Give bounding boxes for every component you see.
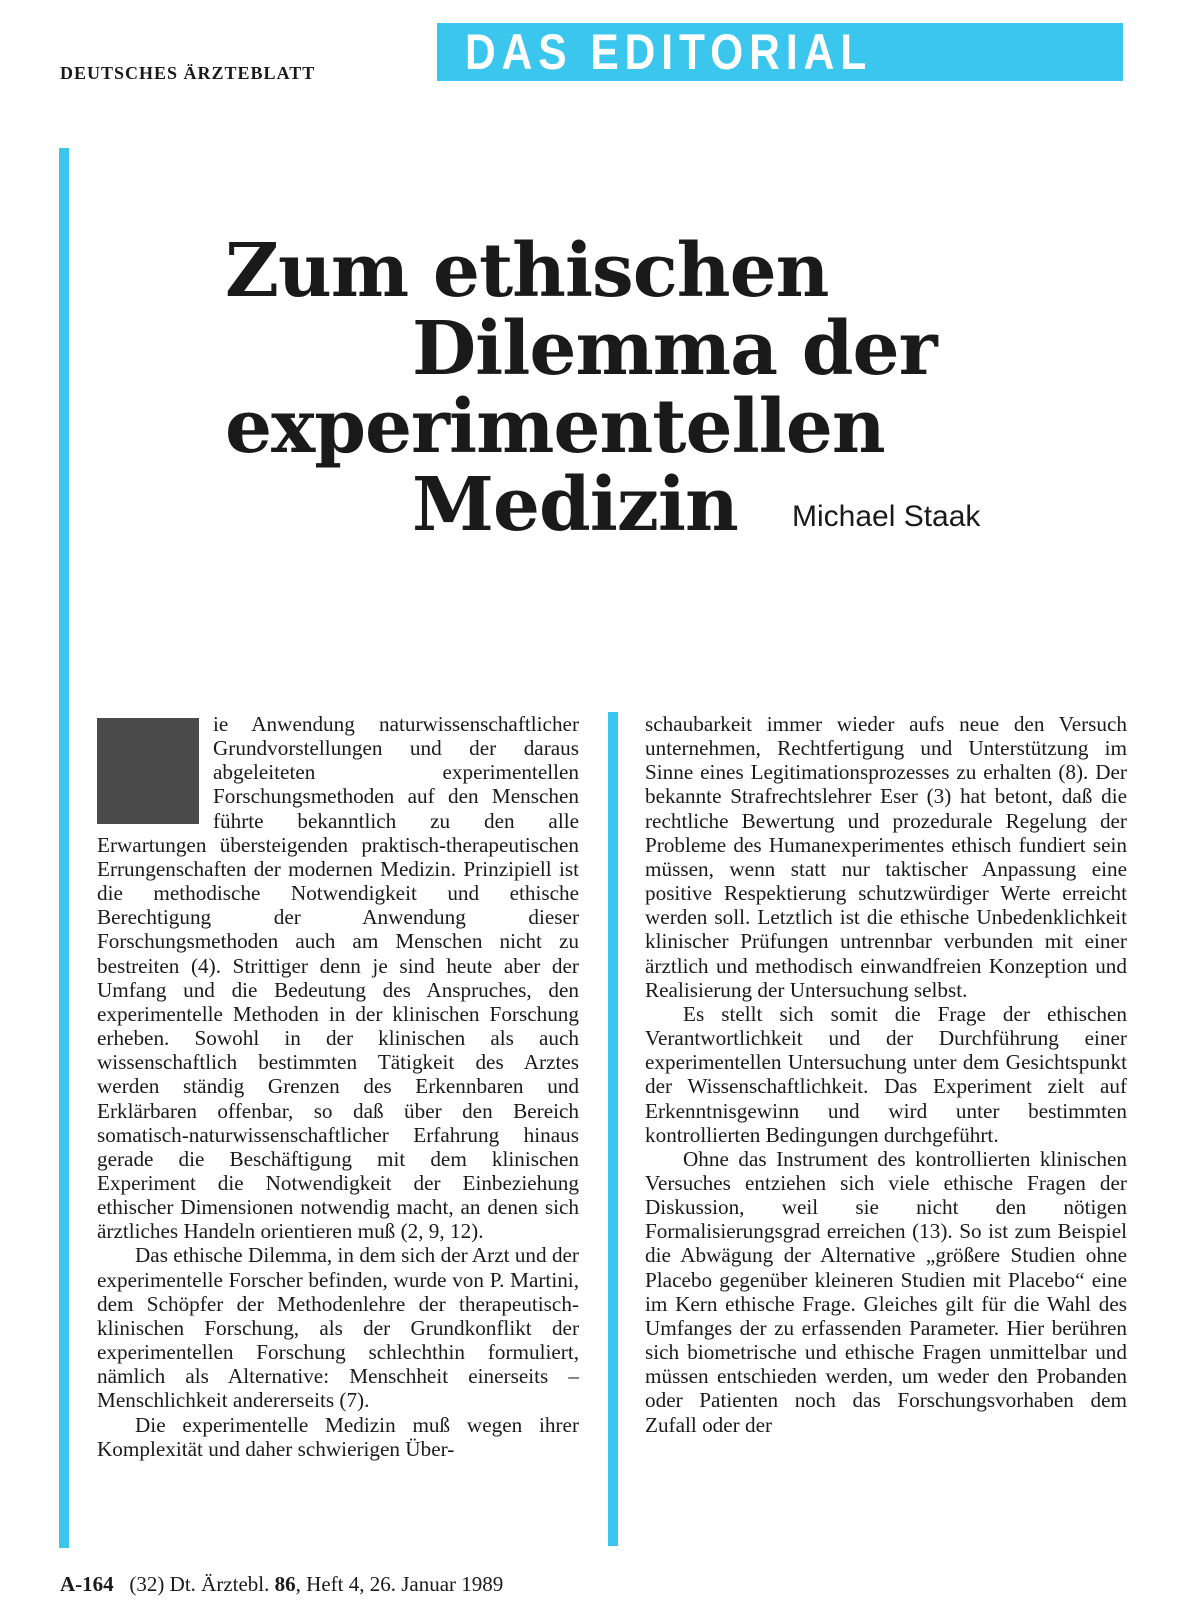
accent-bar-column-divider [608, 712, 618, 1546]
page-number: (32) [129, 1572, 165, 1596]
paragraph: Das ethische Dilemma, in dem sich der Arzt und der experimentelle Forscher befinden, wurde von P. Martini, dem Schöpfer der Methodenlehre der therapeutisch-klinischen Forschung, als der Grundkonflikt der experimentellen Forschung schlechthin formuliert, nämlich als Alternative: Menschheit einerseits – Menschlichkeit andererseits (7). [97, 1243, 579, 1413]
masthead: DEUTSCHES ÄRZTEBLATT [60, 63, 316, 83]
paragraph: ie Anwendung naturwissenschaftlicher Grundvorstellungen und der daraus abgeleiteten experimentellen Forschungsmethoden auf den Menschen führte bekanntlich zu den alle Erwartungen übersteigenden praktisch-therapeutischen Errungenschaften der modernen Medizin. Prinzipiell ist die methodische Notwendigkeit und ethische Berechtigung der Anwendung dieser Forschungsmethoden auch am Menschen nicht zu bestreiten (4). Strittiger denn je sind heute aber der Umfang und die Bedeutung des Anspruches, den experimentelle Methoden in der klinischen Forschung erheben. Sowohl in der klinischen als auch wissenschaftlich bestimmten Tätigkeit des Arztes werden ständig Grenzen des Erkennbaren und Erklärbaren offenbar, so daß über den Bereich somatisch-naturwissenschaftlicher Erfahrung hinaus gerade die Beschäftigung mit dem klinischen Experiment die Notwendigkeit der Einbeziehung ethischer Dimensionen notwendig macht, an denen sich ärztliches Handeln orientieren muß (2, 9, 12). [97, 712, 579, 1244]
article-column-1 [97, 712, 579, 1461]
journal-issue: , Heft 4, 26. Januar 1989 [295, 1572, 504, 1596]
journal-name: Dt. Ärztebl. [169, 1572, 270, 1596]
title-line-3: experimentellen [225, 384, 885, 470]
section-label: DAS EDITORIAL [465, 24, 873, 80]
title-line-1: Zum ethischen [225, 228, 829, 314]
dropcap: D [97, 718, 199, 824]
section-banner [437, 23, 1123, 81]
paragraph: schaubarkeit immer wieder aufs neue den Versuch unternehmen, Rechtfertigung und Unterstützung im Sinne eines Legitimationsprozesses zu erhalten (8). Der bekannte Strafrechtslehrer Eser (3) hat betont, daß die rechtliche Bewertung und prozedurale Regelung der Probleme des Humanexperimentes ethisch fundiert sein müssen, wenn statt nur taktischer Anpassung eine positive Respektierung schutzwürdiger Werte erreicht werden soll. Letztlich ist die ethische Unbedenklichkeit klinischer Prüfungen untrennbar verbunden mit einer ärztlich und methodisch einwandfreien Konzeption und Realisierung der Untersuchung selbst. [645, 712, 1127, 1002]
author-byline: Michael Staak [792, 500, 981, 533]
paragraph: Die experimentelle Medizin muß wegen ihrer Komplexität und daher schwierigen Über- [97, 1412, 579, 1461]
article-column-2 [645, 712, 1127, 1437]
journal-volume: 86 [274, 1572, 296, 1596]
paragraph: Ohne das Instrument des kontrollierten klinischen Versuches entziehen sich viele ethische Fragen der Diskussion, weil sie nicht den nötigen Formalisierungsgrad erreichen (13). So ist zum Beispiel die Abwägung der Alternative „größere Studien ohne Placebo gegenüber kleineren Studien mit Placebo“ eine im Kern ethische Frage. Gleiches gilt für die Wahl des Umfanges der zu erfassenden Parameter. Hier berühren sich biometrische und ethische Fragen unmittelbar und müssen entschieden werden, um weder den Probanden oder Patienten noch das Forschungsvorhaben dem Zufall oder der [645, 1146, 1127, 1437]
title-line-4: Medizin [412, 462, 738, 548]
title-line-2: Dilemma der [412, 306, 937, 392]
accent-bar-left [59, 148, 69, 1548]
page-footer [60, 1572, 503, 1597]
page-code: A-164 [60, 1572, 114, 1596]
paragraph: Es stellt sich somit die Frage der ethischen Verantwortlichkeit und der Durchführung einer experimentellen Untersuchung unter dem Gesichtspunkt der Wissenschaftlichkeit. Das Experiment zielt auf Erkenntnisgewinn und wird unter bestimmten kontrollierten Bedingungen durchgeführt. [645, 1001, 1127, 1147]
